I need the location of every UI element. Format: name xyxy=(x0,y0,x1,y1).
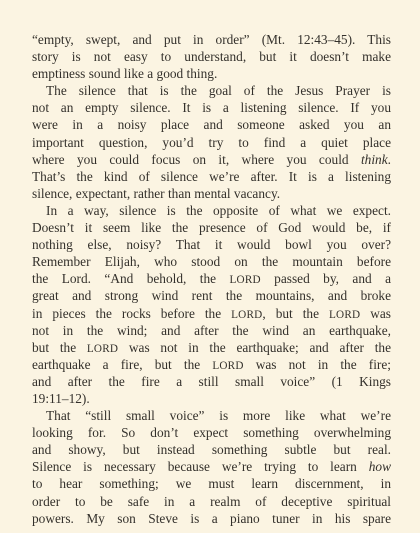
text-segment: not an empty silence. It is a listening silence. If you xyxy=(32,100,391,116)
text-line xyxy=(32,493,391,510)
text-line xyxy=(32,407,391,424)
italic-text: think xyxy=(360,151,388,167)
text-segment: but the xyxy=(32,339,87,355)
small-caps-text: LORD xyxy=(231,308,263,321)
text-segment: 19:11–12). xyxy=(32,390,90,406)
text-segment: Doesn’t it seem like the presence of God would be, if xyxy=(32,220,391,236)
text-segment: That’s the kind of silence we’re after. It is a listening xyxy=(32,168,391,184)
text-line xyxy=(32,253,391,270)
text-segment: the Lord. “And behold, the xyxy=(32,271,230,287)
text-line xyxy=(32,458,391,475)
small-caps-text: LORD xyxy=(212,359,244,372)
text-line xyxy=(32,424,391,441)
text-line xyxy=(32,390,391,407)
text-line xyxy=(32,116,391,133)
text-segment: were in a noisy place and someone asked you an xyxy=(32,117,391,133)
text-line xyxy=(32,185,391,202)
text-segment: . xyxy=(387,151,391,167)
text-segment: That “still small voice” is more like what we’re xyxy=(46,408,391,424)
text-line xyxy=(32,305,391,322)
text-line xyxy=(32,475,391,492)
text-line xyxy=(32,151,391,168)
small-caps-text: LORD xyxy=(86,342,119,355)
text-segment: “empty, swept, and put in order” (Mt. 12:43–45). This xyxy=(32,32,391,47)
text-line xyxy=(32,270,391,287)
text-segment: passed by, and a xyxy=(260,271,391,287)
text-segment: emptiness sound like a good thing. xyxy=(32,66,218,82)
text-segment: was not in the earthquake; and after the xyxy=(118,339,391,355)
text-segment: where you could focus on it, where you could xyxy=(32,151,361,167)
text-line xyxy=(32,202,391,219)
small-caps-text: LORD xyxy=(329,308,361,321)
text-segment: and after the fire a still small voice” (1 Kings xyxy=(32,373,391,389)
text-segment: Remember Elijah, who stood on the mountain before xyxy=(32,254,391,270)
text-segment: and showy, but instead something subtle but real. xyxy=(32,442,391,458)
text-line xyxy=(32,339,391,356)
text-segment: The silence that is the goal of the Jesus Prayer is xyxy=(46,83,391,99)
text-segment: to hear something; we must learn discernment, in xyxy=(32,476,391,492)
book-page-text xyxy=(32,31,391,527)
text-line xyxy=(32,356,391,373)
text-line xyxy=(32,373,391,390)
text-segment: important question, you’d try to find a quiet place xyxy=(32,134,391,150)
text-segment: looking for. So don’t expect something overwhelming xyxy=(32,425,391,441)
text-line xyxy=(32,287,391,304)
text-segment: not in the wind; and after the wind an earthquake, xyxy=(32,322,391,338)
text-line xyxy=(32,99,391,116)
text-line xyxy=(32,168,391,185)
text-segment: nothing else, noisy? That it would bowl you over? xyxy=(32,237,391,253)
text-line xyxy=(32,65,391,82)
text-line xyxy=(32,48,391,65)
text-line xyxy=(32,31,391,48)
text-segment: silence, expectant, rather than mental vacancy. xyxy=(32,185,281,201)
small-caps-text: LORD xyxy=(229,274,261,287)
text-segment: great and strong wind rent the mountains, and broke xyxy=(32,288,391,304)
text-line xyxy=(32,441,391,458)
text-segment: powers. My son Steve is a piano tuner in his spare xyxy=(32,510,391,526)
text-segment: in pieces the rocks before the xyxy=(32,305,232,321)
text-line xyxy=(32,236,391,253)
text-segment: story is not easy to understand, but it doesn’t make xyxy=(32,49,391,65)
text-segment: order to be safe in a realm of deceptive spiritual xyxy=(32,493,391,509)
text-segment: was not in the fire; xyxy=(243,356,391,372)
text-line xyxy=(32,322,391,339)
text-segment: , but the xyxy=(262,305,329,321)
text-line xyxy=(32,219,391,236)
text-line xyxy=(32,510,391,527)
text-segment: earthquake a fire, but the xyxy=(32,356,213,372)
italic-text: how xyxy=(368,459,391,475)
text-segment: Silence is necessary because we’re trying to learn xyxy=(32,459,369,475)
text-line xyxy=(32,82,391,99)
text-segment: In a way, silence is the opposite of what we expect. xyxy=(46,202,391,218)
text-segment: was xyxy=(360,305,391,321)
text-line xyxy=(32,134,391,151)
